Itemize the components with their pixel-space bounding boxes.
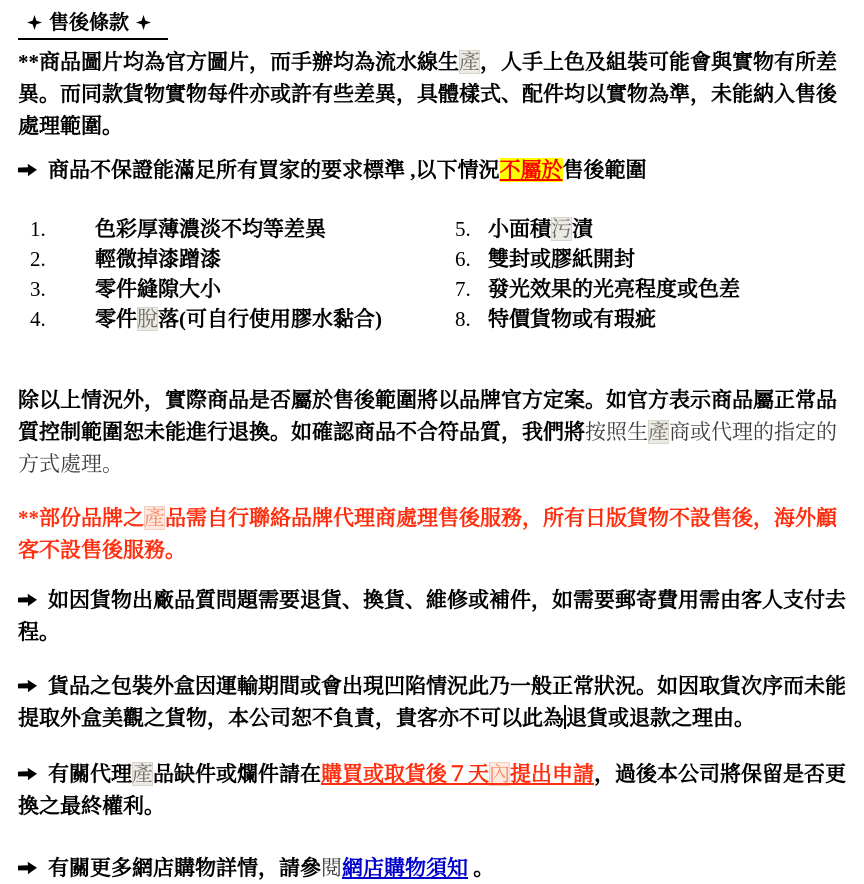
brand-notice-post: 品需自行聯絡品牌代理商處理售後服務，所有日版貨物不設售後，海外顧客不設售後服務。	[18, 506, 837, 562]
arrow-right-icon	[18, 154, 37, 186]
fallback-glyph: 閱	[321, 856, 342, 880]
list-item-text: 落(可自行使用膠水黏合)	[158, 307, 382, 331]
list-item-text: 零件	[95, 307, 137, 331]
fallback-glyph: 產	[132, 762, 153, 786]
brand-notice-pre: **部份品牌之	[18, 506, 144, 530]
fallback-glyph: 污	[551, 217, 572, 241]
policy-text-bold: 除以上情況外，實際商品是否屬於售後範圍將以品牌官方定案。如官方表示商品屬正常品質控制範圍恕未能進行退換。如確認商品不合符品質，我們將	[18, 388, 837, 444]
fallback-glyph: 脫	[137, 307, 158, 331]
list-item-4	[18, 304, 455, 334]
list-item-7	[455, 274, 856, 304]
list-item-3	[18, 274, 455, 304]
guarantee-paragraph	[18, 154, 856, 186]
policy-paragraph	[18, 384, 856, 480]
page-title-text: 售後條款	[49, 12, 129, 34]
list-item-5	[455, 214, 856, 244]
list-item-text: 漬	[572, 217, 593, 241]
guarantee-text-post: 售後範圍	[562, 158, 647, 182]
intro-paragraph	[18, 46, 856, 142]
list-item-1	[18, 214, 455, 244]
four-pointed-star-icon	[27, 11, 42, 37]
list-item-text: 特價貨物或有瑕疵	[488, 307, 656, 331]
list-number: 3.	[30, 277, 46, 301]
list-number: 6.	[455, 247, 471, 271]
missing-parts-post: ，過後本公司將保留是否更換之最終權利。	[18, 762, 846, 818]
intro-text-pre: **商品圖片均為官方圖片，而手辦均為流水線生	[18, 50, 459, 74]
list-number: 4.	[30, 307, 46, 331]
brand-notice-paragraph	[18, 502, 856, 566]
page-title	[18, 10, 168, 40]
list-item-6	[455, 244, 856, 274]
packaging-paragraph	[18, 670, 856, 734]
list-item-8	[455, 304, 856, 334]
list-item-text: 小面積	[488, 217, 551, 241]
list-row	[18, 304, 856, 334]
missing-parts-pre: 有關代理	[48, 762, 132, 786]
fallback-glyph: 產	[144, 506, 165, 530]
shipping-text: 如因貨物出廠品質問題需要退貨、換貨、維修或補件，如需要郵寄費用需由客人支付去程。	[18, 588, 846, 644]
list-row	[18, 214, 856, 244]
more-info-paragraph	[18, 852, 856, 884]
arrow-right-icon	[18, 852, 37, 884]
arrow-right-icon	[18, 758, 37, 790]
list-item-text: 輕微掉漆蹭漆	[95, 247, 221, 271]
list-item-text: 色彩厚薄濃淡不均等差異	[95, 217, 326, 241]
guarantee-text-pre: 商品不保證能滿足所有買家的要求標準 ,以下情況	[48, 158, 500, 182]
missing-parts-paragraph	[18, 758, 856, 822]
list-number: 7.	[455, 277, 471, 301]
packaging-text-post: 退貨或退款之理由。	[566, 706, 755, 730]
list-number: 2.	[30, 247, 46, 271]
not-covered-highlight: 不屬於	[499, 158, 563, 182]
list-number: 5.	[455, 217, 471, 241]
deadline-emphasis: 購買或取貨後７天	[321, 762, 489, 786]
list-item-text: 發光效果的光亮程度或色差	[488, 277, 740, 301]
arrow-right-icon	[18, 670, 37, 702]
missing-parts-mid: 品缺件或爛件請在	[153, 762, 321, 786]
list-number: 1.	[30, 217, 46, 241]
deadline-emphasis: 提出申請	[510, 762, 594, 786]
policy-text-regular: 商或代理的指定的方式處理。	[18, 420, 837, 476]
more-info-pre: 有關更多網店購物詳情，請參	[48, 856, 321, 880]
fallback-glyph: 內	[489, 762, 510, 786]
packaging-text-pre: 貨品之包裝外盒因運輸期間或會出現凹陷情況此乃一般正常狀況。如因取貨次序而未能提取外盒美觀之貨物，本公司恕不負責，貴客亦不可以此為	[18, 674, 846, 730]
exclusion-list	[18, 214, 856, 334]
store-shopping-notice-link[interactable]: 網店購物須知	[342, 856, 468, 880]
intro-text-post: ，人手上色及組裝可能會與實物有所差異。而同款貨物實物每件亦或許有些差異，具體樣式、配件均以實物為準，未能納入售後處理範圍。	[18, 50, 837, 138]
list-item-2	[18, 244, 455, 274]
arrow-right-icon	[18, 584, 37, 616]
more-info-post: 。	[468, 856, 495, 880]
list-number: 8.	[455, 307, 471, 331]
list-item-text: 雙封或膠紙開封	[488, 247, 635, 271]
shipping-paragraph	[18, 584, 856, 648]
list-row	[18, 274, 856, 304]
list-row	[18, 244, 856, 274]
list-item-text: 零件縫隙大小	[95, 277, 221, 301]
policy-text-regular: 按照生	[585, 420, 648, 444]
four-pointed-star-icon	[136, 11, 151, 37]
fallback-glyph: 產	[648, 420, 669, 444]
fallback-glyph: 產	[459, 50, 480, 74]
